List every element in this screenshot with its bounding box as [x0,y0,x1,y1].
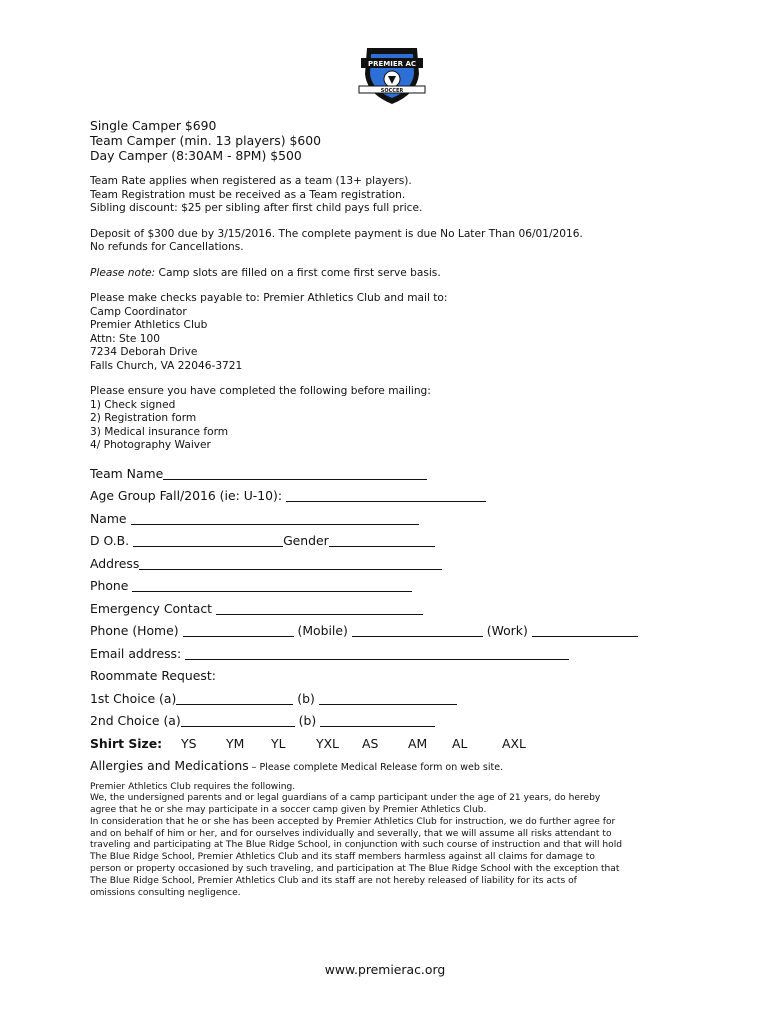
email-field[interactable] [185,646,569,660]
address-line: 7234 Deborah Drive [90,346,198,358]
shirt-size-option[interactable]: AXL [502,735,526,751]
work-label: (Work) [486,623,528,638]
checklist-item: 4/ Photography Waiver [90,439,211,451]
svg-text:SOCCER: SOCCER [380,88,404,94]
legal-waiver [90,782,690,900]
checklist-item: 2) Registration form [90,412,197,424]
phone-home-label: Phone (Home) [90,623,179,638]
address-line: Falls Church, VA 22046-3721 [90,359,243,372]
checklist-item: 1) Check signed [90,398,176,411]
address-line: Attn: Ste 100 [90,332,161,345]
note-label: Please note: [90,266,156,279]
second-choice-b-label: (b) [298,713,317,728]
deposit-info [90,228,690,255]
name-label: Name [90,510,127,526]
legal-line: In consideration that he or she has been accepted by Premier Athletics Club for instruction, we do further agree for [90,816,616,827]
shirt-size-row [90,733,690,756]
checklist-intro: Please ensure you have completed the following before mailing: [90,385,431,397]
second-choice-b-field[interactable] [320,713,435,727]
shirt-size-option[interactable]: AS [362,735,379,751]
sibling-discount-text: Sibling discount: $25 per sibling after first child pays full price. [90,202,423,214]
gender-label: Gender [283,533,329,548]
second-choice-a-field[interactable] [181,713,295,727]
first-choice-label: 1st Choice (a) [90,690,177,706]
shirt-size-option[interactable]: YL [271,735,286,751]
team-name-label: Team Name [90,465,164,481]
svg-text:PREMIER AC: PREMIER AC [367,60,417,68]
price-team: Team Camper (min. 13 players) $600 [90,133,322,148]
address-line: Camp Coordinator [90,305,187,318]
emergency-contact-field[interactable] [216,601,423,615]
mobile-label: (Mobile) [297,623,348,638]
gender-field[interactable] [329,533,435,547]
mail-address [90,292,690,373]
shirt-size-option[interactable]: AL [452,735,468,751]
phone-label: Phone [90,578,129,593]
shirt-size-label: Shirt Size: [90,735,163,751]
deposit-text: Deposit of $300 due by 3/15/2016. The complete payment is due No Later Than 06/01/2016. [90,227,583,240]
payable-text: Please make checks payable to: Premier Athletics Club and mail to: [90,292,448,304]
dob-label: D O.B. [90,533,130,548]
allergies-note: – Please complete Medical Release form on web site. [248,762,504,773]
name-field[interactable] [131,511,419,525]
allergies-label: Allergies and Medications [90,758,249,773]
first-choice-b-field[interactable] [319,691,457,705]
legal-line: The Blue Ridge School, Premier Athletics Club and its staff are not hereby released of liability for its acts of [90,875,577,886]
legal-line: traveling and participating at The Blue Ridge School, in conjunction with such course of instruction and that will hold [90,840,623,851]
legal-line: and on behalf of him or her, and for ourselves individually and severally, that we will assume all risks attendant to [90,828,612,839]
registration-form [90,463,690,778]
email-label: Email address: [90,645,182,661]
address-field[interactable] [139,556,442,570]
legal-line: agree that he or she may participate in a soccer camp given by Premier Athletics Club. [90,805,487,816]
first-choice-b-label: (b) [297,690,315,706]
note-text: Camp slots are filled on a first come first serve basis. [155,266,441,279]
shirt-size-option[interactable]: YXL [316,735,339,751]
mobile-field[interactable] [352,623,483,637]
dob-field[interactable] [133,533,283,547]
emergency-contact-label: Emergency Contact [90,600,213,616]
legal-line: The Blue Ridge School, Premier Athletics Club and its staff members harmless against all claims for damage to [90,852,595,863]
age-group-label: Age Group Fall/2016 (ie: U-10): [90,488,283,503]
price-day: Day Camper (8:30AM - 8PM) $500 [90,148,302,163]
shirt-size-option[interactable]: YS [181,735,197,751]
price-single: Single Camper $690 [90,118,217,133]
team-info [90,175,690,216]
second-choice-label: 2nd Choice (a) [90,713,181,728]
premier-ac-logo [357,44,427,106]
website-url[interactable]: www.premierac.org [324,962,446,977]
age-group-field[interactable] [286,488,486,502]
checklist-item: 3) Medical insurance form [90,425,229,438]
team-registration-text: Team Registration must be received as a Team registration. [90,188,406,201]
checklist [90,385,690,453]
legal-line: Premier Athletics Club requires the following. [90,781,296,792]
address-label: Address [90,555,140,571]
team-name-field[interactable] [163,466,427,480]
legal-line: person or property occasioned by such traveling, and participation at The Blue Ridge School with the exception that [90,864,620,875]
phone-field[interactable] [132,578,412,592]
shirt-size-option[interactable]: YM [226,735,245,751]
legal-line: We, the undersigned parents and or legal guardians of a camp participant under the age of 21 years, do hereby [90,793,601,804]
note [90,267,690,281]
team-rate-text: Team Rate applies when registered as a team (13+ players). [90,175,412,187]
legal-line: omissions consulting negligence. [90,887,241,898]
price-list [90,118,690,163]
phone-home-field[interactable] [183,623,294,637]
address-line: Premier Athletics Club [90,319,208,331]
first-choice-a-field[interactable] [176,691,293,705]
roommate-label: Roommate Request: [90,668,216,683]
work-field[interactable] [532,623,638,637]
refund-text: No refunds for Cancellations. [90,241,244,253]
shirt-size-option[interactable]: AM [408,735,428,751]
